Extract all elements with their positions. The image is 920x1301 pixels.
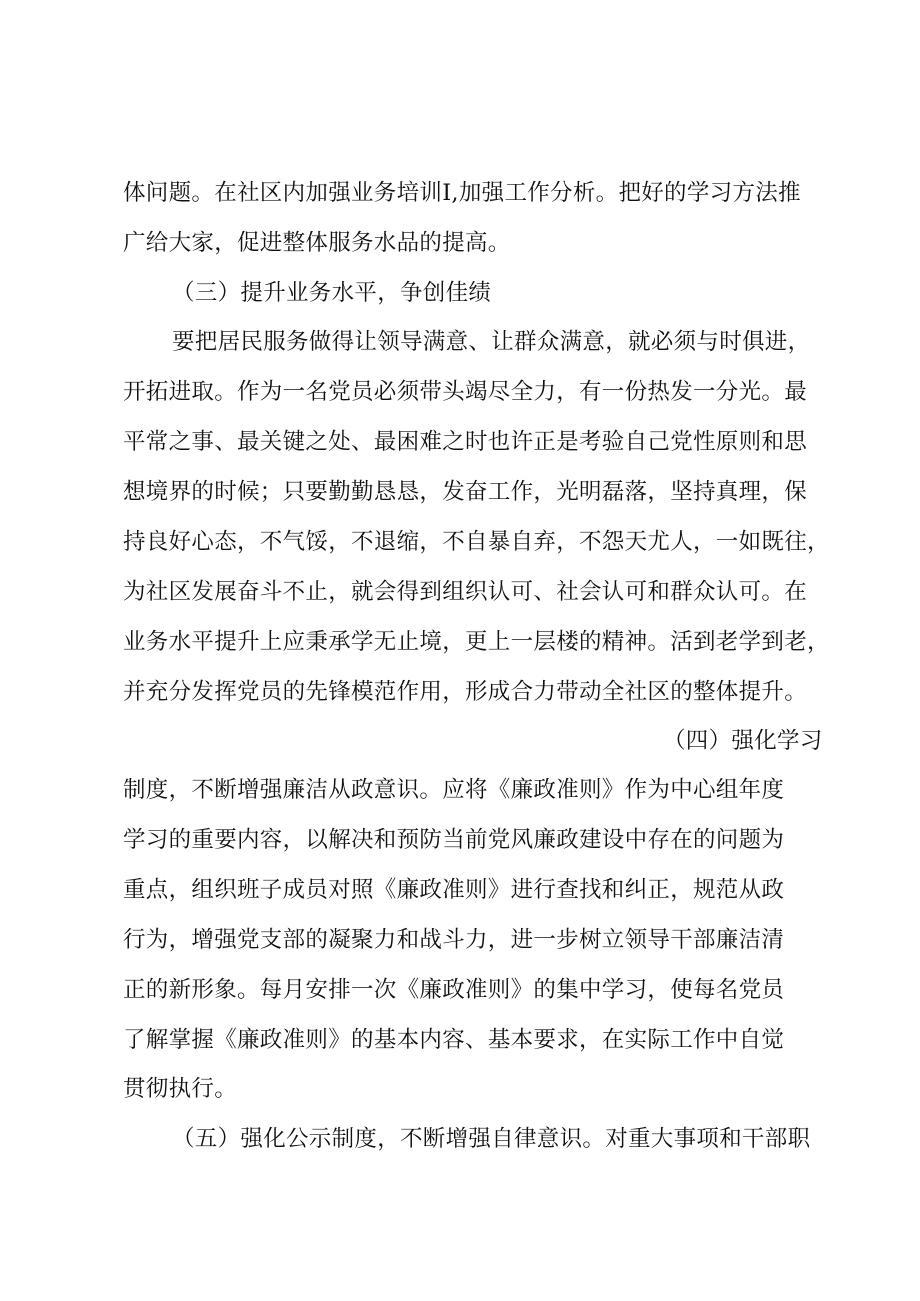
body-text-line: 要把居民服务做得让领导满意、让群众满意，就必须与时俱进， (172, 329, 811, 355)
section-heading: （三）提升业务水平，争创佳绩 (172, 280, 492, 306)
body-text-line: 平常之事、最关键之处、最困难之时也许正是考验自己党性原则和思 (123, 429, 808, 455)
body-text-line: 想境界的时候；只要勤勤恳恳，发奋工作，光明磊落，坚持真理，保 (123, 479, 808, 505)
body-text-line: 学习的重要内容，以解决和预防当前党风廉政建设中存在的问题为 (123, 827, 785, 853)
body-text-line: 广给大家，促进整体服务水品的提高。 (123, 230, 511, 256)
body-text-line: 持良好心态，不气馁，不退缩，不自暴自弃，不怨天尤人，一如既往， (123, 529, 830, 555)
body-text-line: 贯彻执行。 (123, 1076, 238, 1102)
body-text-line: 并充分发挥党员的先锋模范作用，形成合力带动全社区的整体提升。 (123, 679, 808, 705)
body-text-line: 体问题。在社区内加强业务培训Ⅰ,加强工作分析。把好的学习方法推 (123, 180, 801, 206)
body-text-line: 正的新形象。每月安排一次《廉政准则》的集中学习，使每名党员 (123, 977, 785, 1003)
section-heading: （四）强化学习 (663, 728, 823, 754)
section-heading: （五）强化公示制度，不断增强自律意识。对重大事项和干部职 (172, 1126, 811, 1152)
body-text-line: 业务水平提升上应秉承学无止境，更上一层楼的精神。活到老学到老， (123, 629, 830, 655)
body-text-line: 制度，不断增强廉洁从政意识。应将《廉政准则》作为中心组年度 (123, 777, 785, 803)
body-text-line: 为社区发展奋斗不止，就会得到组织认可、社会认可和群众认可。在 (123, 579, 808, 605)
body-text-line: 行为，增强党支部的凝聚力和战斗力，进一步树立领导干部廉洁清 (123, 927, 785, 953)
body-text-line: 开拓进取。作为一名党员必须带头竭尽全力，有一份热发一分光。最 (123, 379, 808, 405)
body-text-line: 了解掌握《廉政准则》的基本内容、基本要求，在实际工作中自觉 (123, 1027, 785, 1053)
body-text-line: 重点，组织班子成员对照《廉政准则》进行查找和纠正，规范从政 (123, 877, 785, 903)
